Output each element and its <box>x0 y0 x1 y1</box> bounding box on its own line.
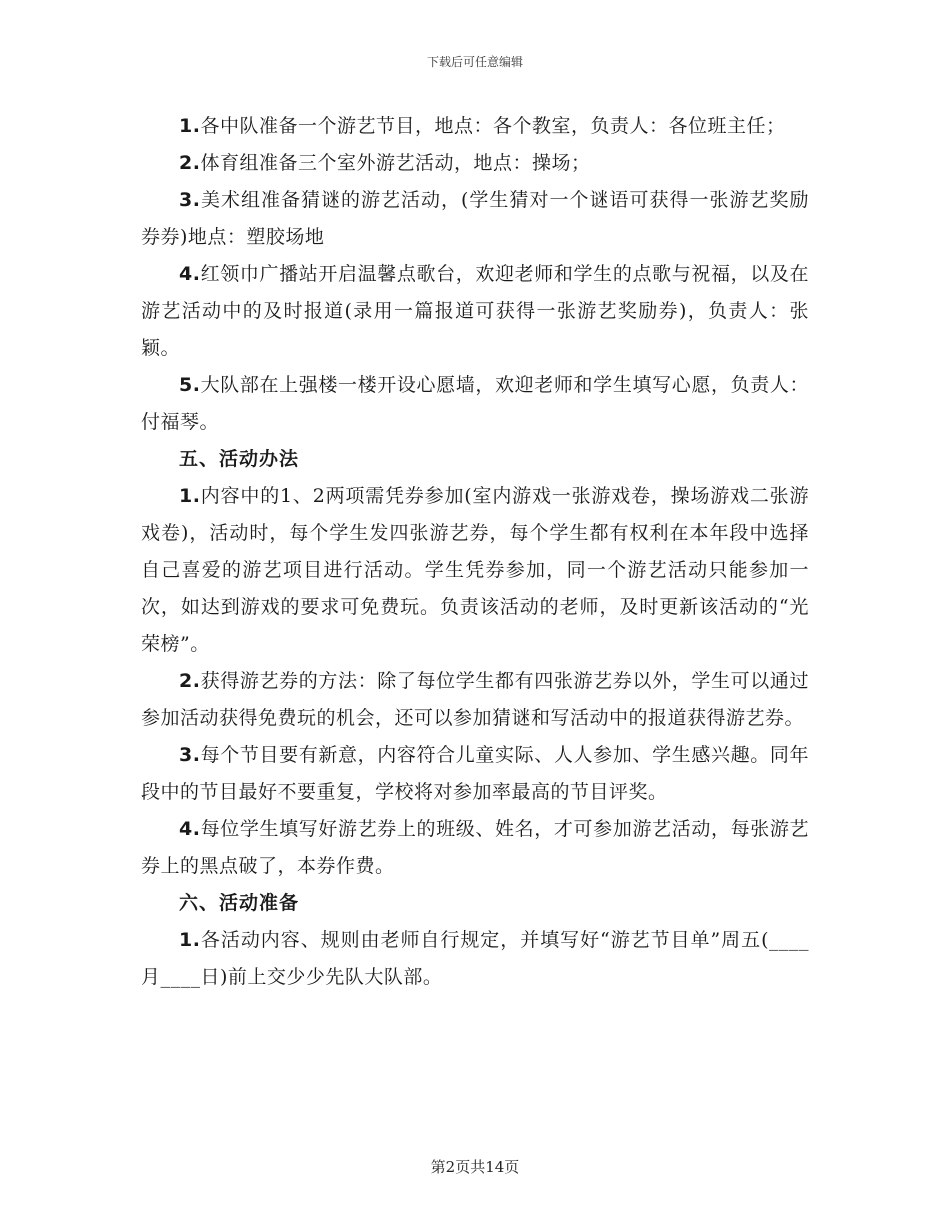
paragraph-2 <box>141 145 809 182</box>
page-header-note: 下载后可任意编辑 <box>426 55 523 69</box>
paragraph-1-number: 1. <box>179 115 201 137</box>
paragraph-7-number: 2. <box>179 670 201 692</box>
paragraph-3 <box>141 182 809 256</box>
paragraph-4-number: 4. <box>179 263 201 285</box>
paragraph-5-text: 大队部在上强楼一楼开设心愿墙，欢迎老师和学生填写心愿，负责人：付福琴。 <box>141 374 809 433</box>
paragraph-9-text: 每位学生填写好游艺券上的班级、姓名，才可参加游艺活动，每张游艺券上的黑点破了，本券作费。 <box>141 818 809 877</box>
page-number-footer: 第2页共14页 <box>430 1158 520 1176</box>
paragraph-8-text: 每个节目要有新意，内容符合儿童实际、人人参加、学生感兴趣。同年段中的节目最好不要重复，学校将对参加率最高的节目评奖。 <box>141 744 809 803</box>
paragraph-8 <box>141 737 809 811</box>
paragraph-1 <box>141 108 809 145</box>
paragraph-1-text: 各中队准备一个游艺节目，地点：各个教室，负责人：各位班主任； <box>200 115 786 137</box>
paragraph-4 <box>141 256 809 367</box>
paragraph-10-text: 各活动内容、规则由老师自行规定，并填写好“游艺节目单”周五(____月____日)前上交少少先队大队部。 <box>141 929 809 988</box>
paragraph-9-number: 4. <box>179 818 201 840</box>
paragraph-5-number: 5. <box>179 374 201 396</box>
paragraph-5 <box>141 367 809 441</box>
paragraph-8-number: 3. <box>179 744 201 766</box>
paragraph-3-number: 3. <box>179 189 201 211</box>
section-heading-6: 六、活动准备 <box>179 892 300 914</box>
paragraph-3-text: 美术组准备猜谜的游艺活动，(学生猜对一个谜语可获得一张游艺奖励券券)地点：塑胶场地 <box>141 189 809 248</box>
paragraph-10-number: 1. <box>179 929 201 951</box>
paragraph-6-number: 1. <box>179 485 201 507</box>
paragraph-7-text: 获得游艺券的方法：除了每位学生都有四张游艺券以外，学生可以通过参加活动获得免费玩的机会，还可以参加猜谜和写活动中的报道获得游艺券。 <box>141 670 809 729</box>
paragraph-7 <box>141 663 809 737</box>
paragraph-10 <box>141 922 809 996</box>
document-body <box>141 108 809 996</box>
section-heading-5: 五、活动办法 <box>179 448 300 470</box>
paragraph-2-text: 体育组准备三个室外游艺活动，地点：操场； <box>200 152 591 174</box>
paragraph-6-text: 内容中的1、2两项需凭券参加(室内游戏一张游戏卷，操场游戏二张游戏卷)，活动时，每个学生发四张游艺券，每个学生都有权利在本年段中选择自己喜爱的游艺项目进行活动。学生凭券参加，同一个游艺活动只能参加一次，如达到游戏的要求可免费玩。负责该活动的老师，及时更新该活动的“光荣榜”。 <box>141 485 809 655</box>
paragraph-2-number: 2. <box>179 152 201 174</box>
paragraph-9 <box>141 811 809 885</box>
paragraph-6 <box>141 478 809 663</box>
paragraph-4-text: 红领巾广播站开启温馨点歌台，欢迎老师和学生的点歌与祝福，以及在游艺活动中的及时报道(录用一篇报道可获得一张游艺奖励券)，负责人：张颖。 <box>141 263 809 359</box>
